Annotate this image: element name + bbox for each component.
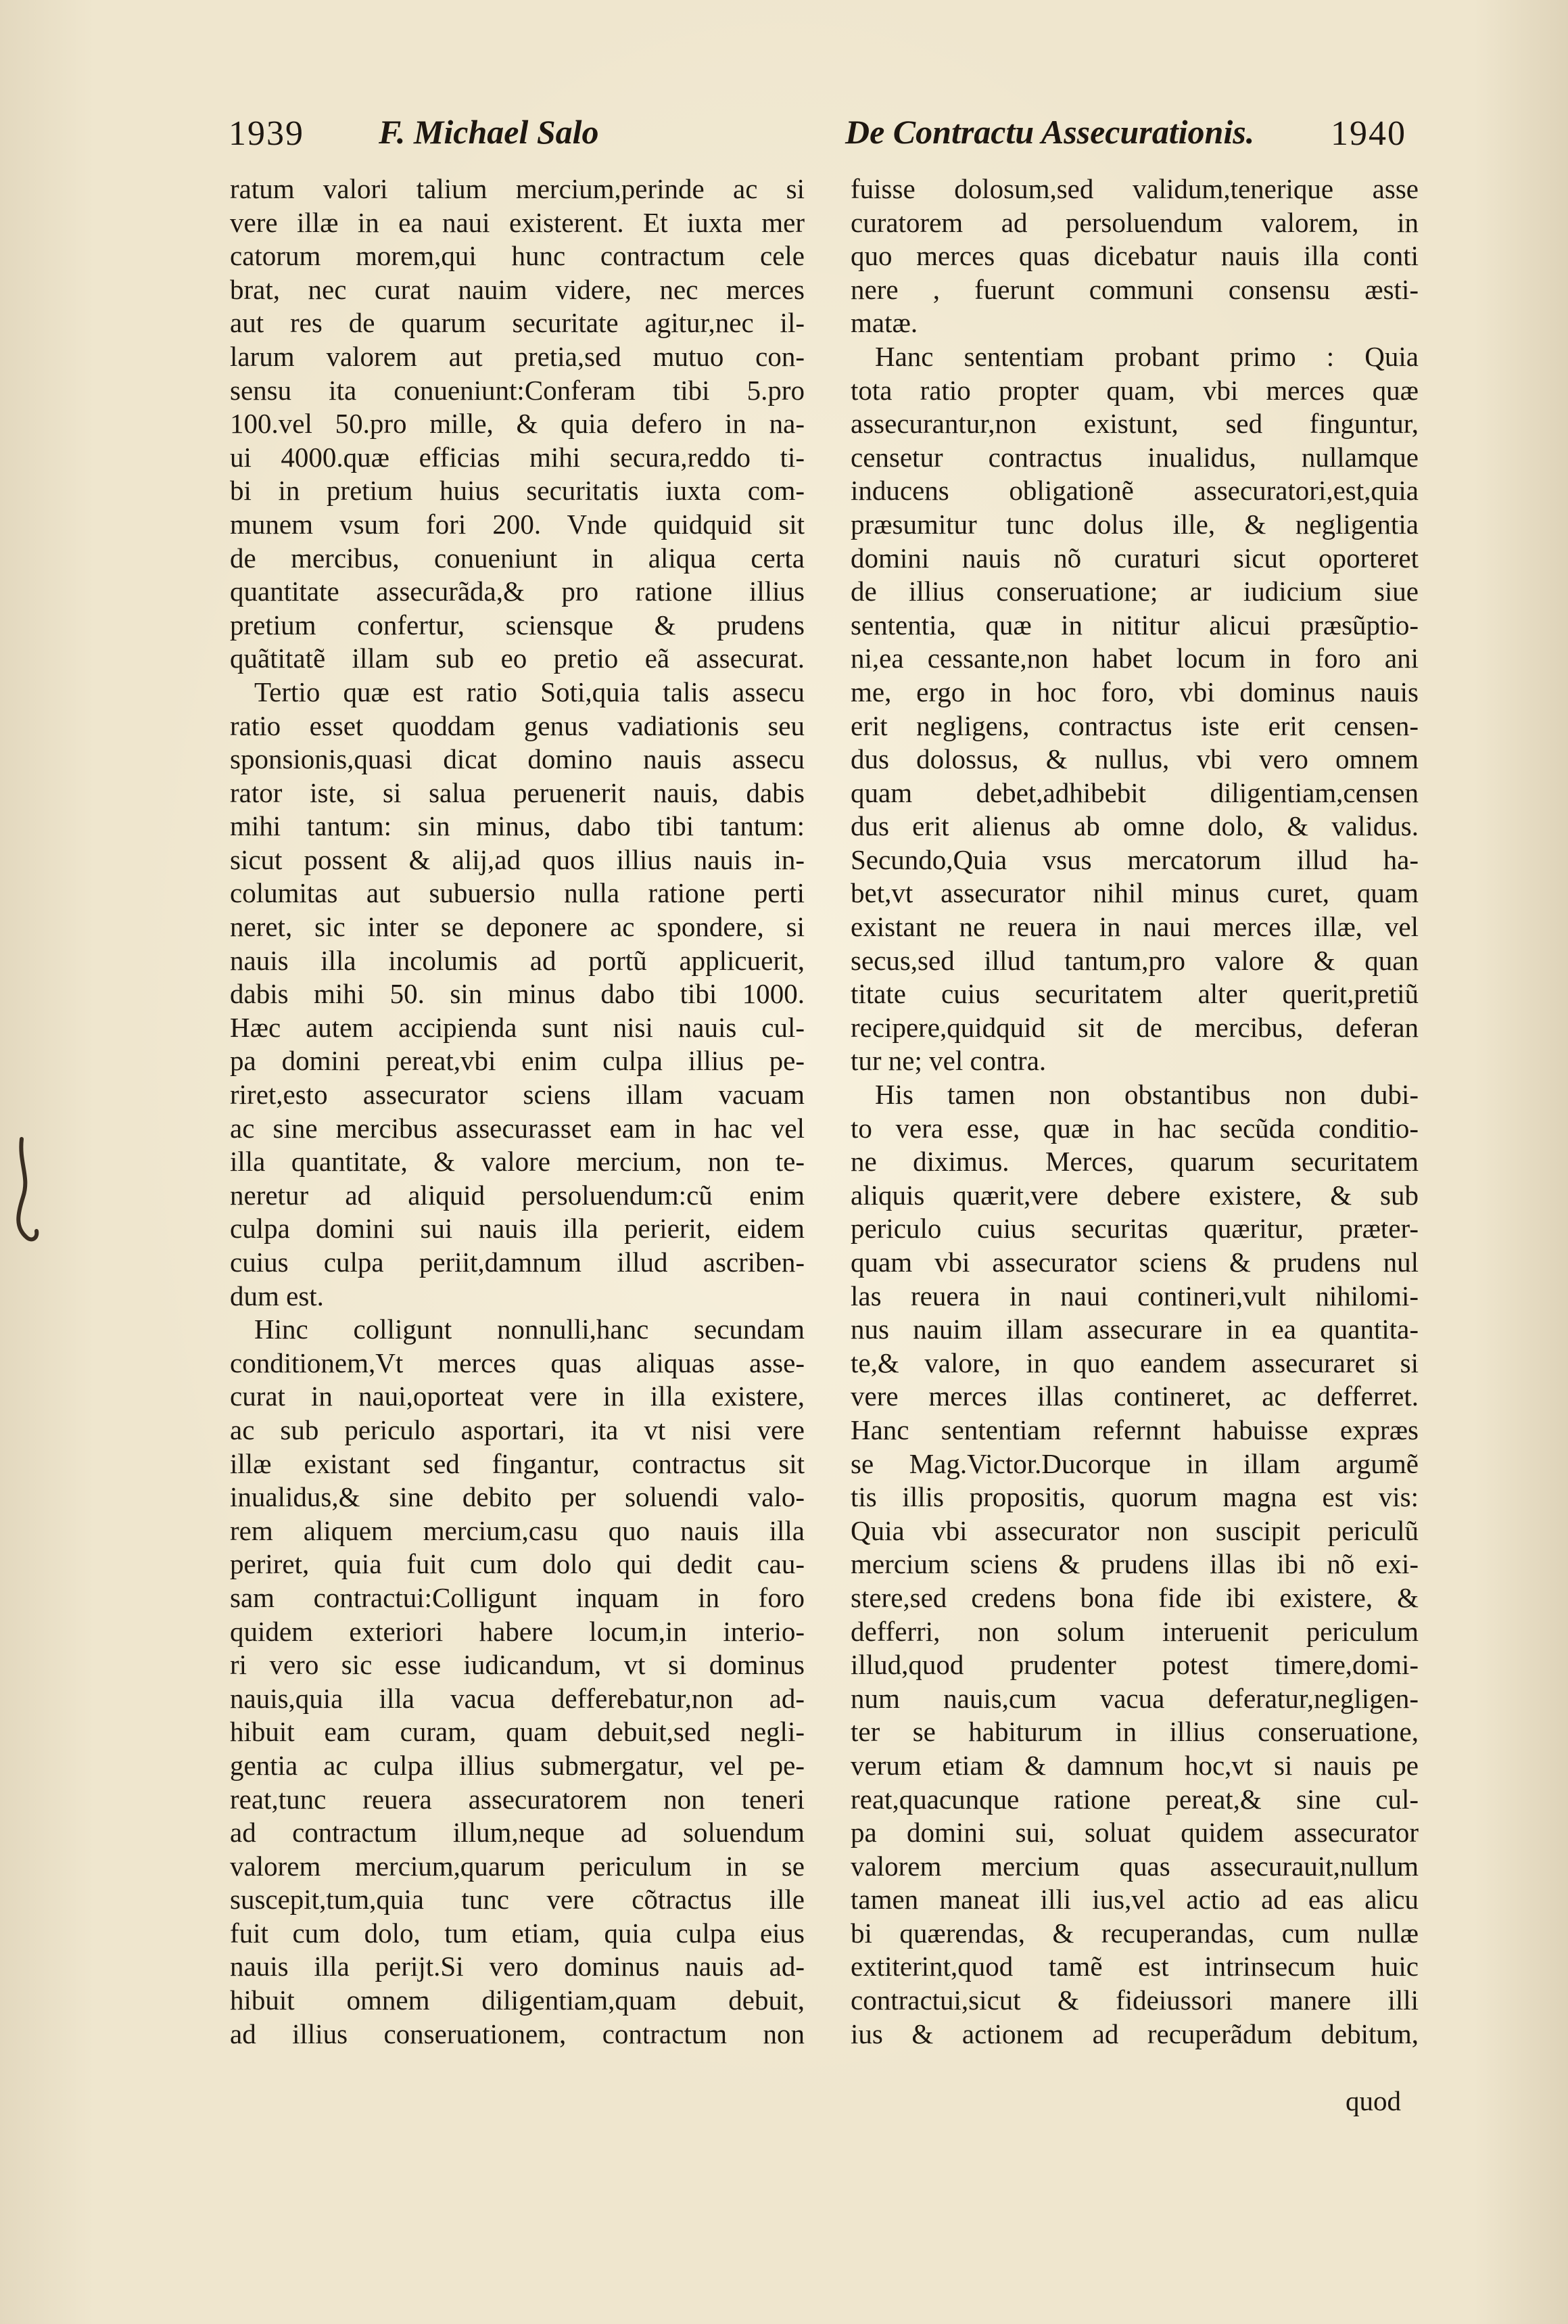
text-line: brat, nec curat nauim videre, nec merces — [230, 273, 805, 305]
text-line: gentia ac culpa illius submergatur, vel pe- — [230, 1749, 805, 1781]
text-line: Hanc sententiam probant primo : Quia — [875, 340, 1419, 372]
text-line: curatorem ad persoluendum valorem, in — [851, 206, 1419, 238]
text-line: rem aliquem mercium,casu quo nauis illa — [230, 1514, 805, 1546]
text-line: columitas aut subuersio nulla ratione perti — [230, 877, 805, 909]
text-line: me, ergo in hoc foro, vbi dominus nauis — [851, 676, 1419, 707]
text-line: 100.vel 50.pro mille, & quia defero in na- — [230, 408, 805, 440]
text-line: valorem mercium quas assecurauit,nullum — [851, 1850, 1419, 1882]
text-line: defferri, non solum interuenit periculum — [851, 1615, 1419, 1647]
text-line: munem vsum fori 200. Vnde quidquid sit — [230, 508, 805, 540]
text-line: neret, sic inter se deponere ac spondere, si — [230, 911, 805, 943]
text-line: domini nauis nõ curaturi sicut oporteret — [851, 542, 1419, 574]
text-line: aliquis quærit,vere debere existere, & sub — [851, 1179, 1419, 1211]
text-line: periculo cuius securitas quæritur, præter- — [851, 1213, 1419, 1245]
text-line: stere,sed credens bona fide ibi existere, & — [851, 1581, 1419, 1613]
text-line: periret, quia fuit cum dolo qui dedit cau- — [230, 1548, 805, 1580]
text-line: vere merces illas contineret, ac defferret. — [851, 1380, 1419, 1412]
text-line: inducens obligationẽ assecuratori,est,quia — [851, 475, 1419, 507]
text-column-right — [851, 172, 1419, 2051]
text-line: illa quantitate, & valore mercium, non te- — [230, 1146, 805, 1178]
page-number-right: 1940 — [1331, 114, 1406, 153]
text-line: ni,ea cessante,non habet locum in foro ani — [851, 643, 1419, 674]
text-line: bi quærendas, & recuperandas, cum nullæ — [851, 1917, 1419, 1949]
text-line: extiterint,quod tamẽ est intrinsecum huic — [851, 1951, 1419, 1982]
text-line: valorem mercium,quarum periculum in se — [230, 1850, 805, 1882]
text-line: ui 4000.quæ efficias mihi secura,reddo ti- — [230, 441, 805, 473]
text-line: ad illius conseruationem, contractum non — [230, 2018, 805, 2049]
page-header — [223, 108, 1406, 162]
text-line: sensu ita conueniunt:Conferam tibi 5.pro — [230, 374, 805, 406]
text-line: conditionem,Vt merces quas aliquas asse- — [230, 1347, 805, 1378]
text-line: recipere,quidquid sit de mercibus, deferan — [851, 1011, 1419, 1043]
text-line: cuius culpa periit,damnum illud ascriben- — [230, 1247, 805, 1278]
text-line: tis illis propositis, quorum magna est vis: — [851, 1481, 1419, 1513]
text-line: ac sub periculo asportari, ita vt nisi vere — [230, 1414, 805, 1445]
text-line: quidem exteriori habere locum,in interio- — [230, 1615, 805, 1647]
text-line: sponsionis,quasi dicat domino nauis assecu — [230, 743, 805, 775]
text-line: reat,tunc reuera assecuratorem non teneri — [230, 1783, 805, 1815]
text-line: illud,quod prudenter potest timere,domi- — [851, 1649, 1419, 1681]
text-line: quãtitatẽ illam sub eo pretio eã assecurat. — [230, 643, 805, 674]
text-line: de mercibus, conueniunt in aliqua certa — [230, 542, 805, 574]
text-line: bi in pretium huius securitatis iuxta com- — [230, 475, 805, 507]
text-line: nauis illa incolumis ad portũ applicuerit, — [230, 944, 805, 976]
text-line: pa domini pereat,vbi enim culpa illius pe- — [230, 1045, 805, 1077]
text-line: Hinc colligunt nonnulli,hanc secundam — [254, 1314, 805, 1345]
text-line: tur ne; vel contra. — [851, 1045, 1047, 1077]
running-head-left: F. Michael Salo — [379, 113, 599, 151]
text-line: sicut possent & alij,ad quos illius nauis in- — [230, 843, 805, 875]
catchword: quod — [1346, 2085, 1401, 2116]
text-line: assecurantur,non existunt, sed finguntur, — [851, 408, 1419, 440]
text-line: vere illæ in ea naui existerent. Et iuxta mer — [230, 206, 805, 238]
text-line: riret,esto assecurator sciens illam vacuam — [230, 1079, 805, 1111]
text-line: mihi tantum: sin minus, dabo tibi tantum: — [230, 810, 805, 842]
running-head-right: De Contractu Assecurationis. — [845, 113, 1255, 151]
text-line: contractui,sicut & fideiussori manere illi — [851, 1984, 1419, 2016]
text-line: ius & actionem ad recuperãdum debitum, — [851, 2018, 1419, 2049]
text-line: Tertio quæ est ratio Soti,quia talis assecu — [254, 676, 805, 707]
text-line: erit negligens, contractus iste erit censen- — [851, 710, 1419, 741]
text-line: existant ne reuera in naui merces illæ, vel — [851, 911, 1419, 943]
text-line: Quia vbi assecurator non suscipit periculũ — [851, 1514, 1419, 1546]
text-line: titate cuius securitatem alter querit,pretiũ — [851, 978, 1419, 1010]
text-line: nauis,quia illa vacua defferebatur,non ad- — [230, 1682, 805, 1714]
text-line: verum etiam & damnum hoc,vt si nauis pe — [851, 1749, 1419, 1781]
text-line: tamen maneat illi ius,vel actio ad eas alicu — [851, 1884, 1419, 1915]
text-line: bet,vt assecurator nihil minus curet, quam — [851, 877, 1419, 909]
text-line: præsumitur tunc dolus ille, & negligentia — [851, 508, 1419, 540]
text-line: quantitate assecurãda,& pro ratione illius — [230, 576, 805, 607]
text-column-left — [230, 172, 805, 2051]
text-line: ne diximus. Merces, quarum securitatem — [851, 1146, 1419, 1178]
text-line: sententia, quæ in nititur alicui præsũptio- — [851, 609, 1419, 641]
text-line: secus,sed illud tantum,pro valore & quan — [851, 944, 1419, 976]
text-line: las reuera in naui contineri,vult nihilomi- — [851, 1280, 1419, 1311]
text-line: ratio esset quoddam genus vadiationis seu — [230, 710, 805, 741]
text-line: pretium confertur, sciensque & prudens — [230, 609, 805, 641]
text-line: te,& valore, in quo eandem assecuraret si — [851, 1347, 1419, 1378]
text-line: inualidus,& sine debito per soluendi valo- — [230, 1481, 805, 1513]
text-line: nus nauim illam assecurare in ea quantita- — [851, 1314, 1419, 1345]
text-line: Secundo,Quia vsus mercatorum illud ha- — [851, 843, 1419, 875]
text-line: to vera esse, quæ in hac secũda conditio- — [851, 1112, 1419, 1144]
text-line: sam contractui:Colligunt inquam in foro — [230, 1581, 805, 1613]
text-line: censetur contractus inualidus, nullamque — [851, 441, 1419, 473]
text-line: ter se habiturum in illius conseruatione, — [851, 1716, 1419, 1748]
text-line: catorum morem,qui hunc contractum cele — [230, 240, 805, 272]
text-line: rator iste, si salua peruenerit nauis, dabis — [230, 776, 805, 808]
text-line: dum est. — [230, 1280, 324, 1311]
text-line: curat in naui,oporteat vere in illa existere, — [230, 1380, 805, 1412]
text-line: illæ existant sed fingantur, contractus sit — [230, 1447, 805, 1479]
text-line: matæ. — [851, 307, 918, 339]
text-line: de illius conseruatione; ar iudicium siue — [851, 576, 1419, 607]
text-line: hibuit eam curam, quam debuit,sed negli- — [230, 1716, 805, 1748]
text-line: Hanc sententiam refernnt habuisse expræs — [851, 1414, 1419, 1445]
text-line: pa domini sui, soluat quidem assecurator — [851, 1817, 1419, 1849]
text-line: quo merces quas dicebatur nauis illa conti — [851, 240, 1419, 272]
text-line: reat,quacunque ratione pereat,& sine cul- — [851, 1783, 1419, 1815]
text-line: mercium sciens & prudens illas ibi nõ exi- — [851, 1548, 1419, 1580]
text-line: neretur ad aliquid persoluendum:cũ enim — [230, 1179, 805, 1211]
text-line: quam vbi assecurator sciens & prudens nul — [851, 1247, 1419, 1278]
text-line: fuit cum dolo, tum etiam, quia culpa eius — [230, 1917, 805, 1949]
text-line: suscepit,tum,quia tunc vere cõtractus ille — [230, 1884, 805, 1915]
text-line: nauis illa perijt.Si vero dominus nauis ad- — [230, 1951, 805, 1982]
text-line: Hæc autem accipienda sunt nisi nauis cul- — [230, 1011, 805, 1043]
text-line: ac sine mercibus assecurasset eam in hac vel — [230, 1112, 805, 1144]
text-line: nere , fuerunt communi consensu æsti- — [851, 273, 1419, 305]
text-line: culpa domini sui nauis illa perierit, eidem — [230, 1213, 805, 1245]
text-line: fuisse dolosum,sed validum,tenerique asse — [851, 173, 1419, 204]
text-line: tota ratio propter quam, vbi merces quæ — [851, 374, 1419, 406]
text-line: se Mag.Victor.Ducorque in illam argumẽ — [851, 1447, 1419, 1479]
text-line: num nauis,cum vacua deferatur,negligen- — [851, 1682, 1419, 1714]
page-number-left: 1939 — [229, 114, 304, 153]
text-line: dus dolossus, & nullus, vbi vero omnem — [851, 743, 1419, 775]
text-line: dabis mihi 50. sin minus dabo tibi 1000. — [230, 978, 805, 1010]
text-line: ad contractum illum,neque ad soluendum — [230, 1817, 805, 1849]
text-line: hibuit omnem diligentiam,quam debuit, — [230, 1984, 805, 2016]
text-line: ri vero sic esse iudicandum, vt si dominus — [230, 1649, 805, 1681]
text-line: aut res de quarum securitate agitur,nec il- — [230, 307, 805, 339]
text-line: quam debet,adhibebit diligentiam,censen — [851, 776, 1419, 808]
text-line: ratum valori talium mercium,perinde ac si — [230, 173, 805, 204]
text-line: dus erit alienus ab omne dolo, & validus. — [851, 810, 1419, 842]
margin-hook-mark — [9, 1136, 45, 1245]
text-line: His tamen non obstantibus non dubi- — [875, 1079, 1419, 1111]
text-line: larum valorem aut pretia,sed mutuo con- — [230, 340, 805, 372]
